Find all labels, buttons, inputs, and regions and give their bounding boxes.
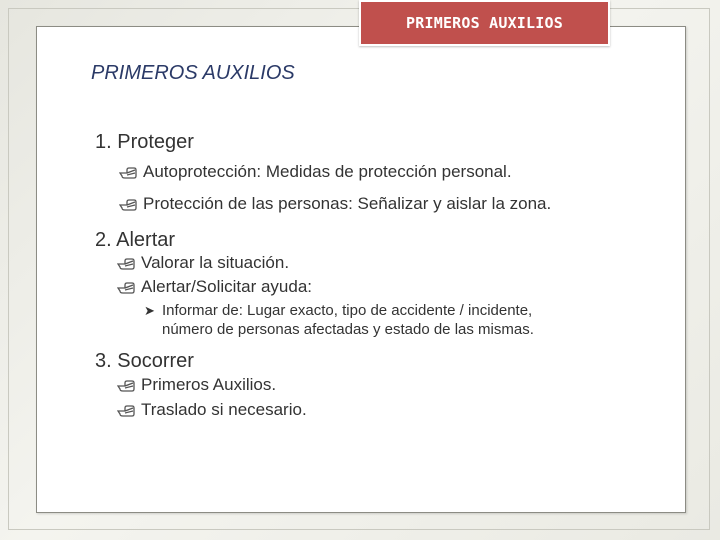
bullet-item <box>141 253 289 273</box>
sub-bullet-text-line2: número de personas afectadas y estado de las mismas. <box>162 321 534 338</box>
bullet-text: Valorar la situación. <box>141 253 290 272</box>
sub-bullet-text-line1: Informar de: Lugar exacto, tipo de accidente / incidente, <box>162 302 533 319</box>
sub-bullet-item <box>144 301 534 339</box>
hand-pointer-icon <box>117 376 137 394</box>
hand-pointer-icon <box>117 278 137 296</box>
header-tab-label: PRIMEROS AUXILIOS <box>406 14 563 32</box>
hand-pointer-icon <box>117 401 137 419</box>
bullet-item <box>141 400 307 420</box>
bullet-item <box>141 277 312 297</box>
slide-title: PRIMEROS AUXILIOS <box>91 62 295 84</box>
section-heading-socorrer: 3. Socorrer <box>95 350 194 372</box>
hand-pointer-icon <box>117 254 137 272</box>
bullet-text: Protección de las personas: Señalizar y aislar la zona. <box>143 194 552 213</box>
bullet-item <box>141 375 276 395</box>
bullet-text: Autoprotección: Medidas de protección personal. <box>143 162 512 181</box>
section-heading-alertar: 2. Alertar <box>95 229 176 251</box>
hand-pointer-icon <box>119 195 139 213</box>
bullet-item <box>143 162 512 182</box>
section-heading-proteger: 1. Proteger <box>95 131 194 153</box>
hand-pointer-icon <box>119 163 139 181</box>
header-tab <box>359 0 610 46</box>
bullet-text: Traslado si necesario. <box>141 400 307 419</box>
bullet-text: Alertar/Solicitar ayuda: <box>141 277 313 296</box>
bullet-text: Primeros Auxilios. <box>141 375 277 394</box>
bullet-item <box>143 194 551 214</box>
arrow-right-icon: ➤ <box>144 303 155 318</box>
